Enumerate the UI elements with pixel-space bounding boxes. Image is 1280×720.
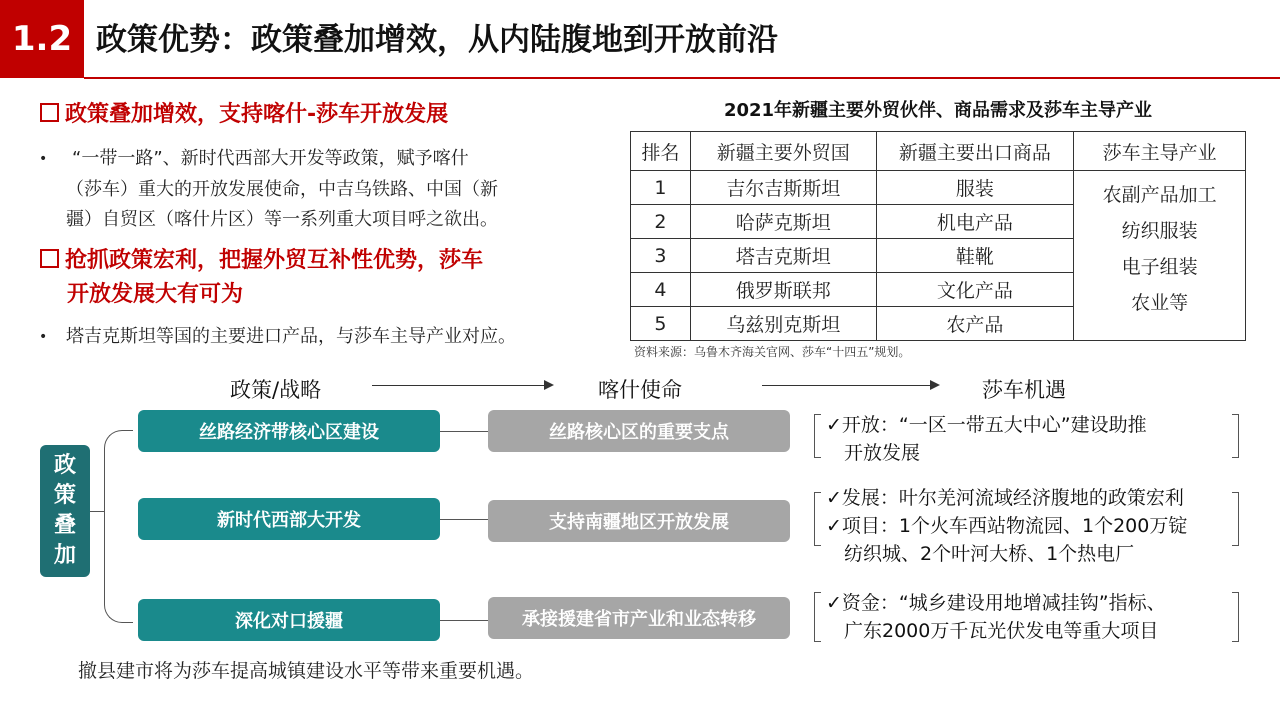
trade-table	[630, 131, 1246, 341]
opportunity-line: ✓资金：“城乡建设用地增减挂钩”指标、	[826, 592, 1166, 614]
industry-item: 农业等	[1131, 292, 1189, 314]
partner-cell: 哈萨克斯坦	[690, 205, 876, 239]
connector-line	[440, 620, 488, 621]
section1-title: 政策叠加增效，支持喀什-莎车开放发展	[65, 102, 449, 127]
brace-connector	[104, 430, 133, 623]
arrow-right-icon	[930, 380, 940, 390]
policy-box-aid-xinjiang: 深化对口援疆	[138, 599, 440, 641]
section2-title-line1: 抢抓政策宏利，把握外贸互补性优势，莎车	[65, 248, 484, 273]
section2-title-line2: 开放发展大有可为	[67, 282, 244, 307]
rank-cell: 5	[631, 307, 691, 341]
opportunity-text	[826, 484, 1187, 568]
bullet-dot-icon: •	[39, 151, 48, 167]
partner-cell: 吉尔吉斯斯坦	[690, 171, 876, 205]
col-header-partner: 新疆主要外贸国	[690, 132, 876, 171]
mission-box-industry-transfer: 承接援建省市产业和业态转移	[488, 597, 790, 639]
partner-cell: 俄罗斯联邦	[690, 273, 876, 307]
bullet-line: “一带一路”、新时代西部大开发等政策，赋予喀什	[72, 148, 469, 169]
flow-arrow-line	[372, 385, 546, 386]
bracket-right	[1232, 592, 1239, 642]
stack-char: 政	[53, 453, 76, 478]
opportunity-text	[826, 589, 1166, 645]
rank-cell: 4	[631, 273, 691, 307]
header-divider	[84, 77, 1280, 79]
section1-heading	[40, 98, 448, 132]
col-header-export: 新疆主要出口商品	[876, 132, 1074, 171]
col-header-rank: 排名	[631, 132, 691, 171]
flow-label-mission: 喀什使命	[598, 378, 682, 402]
bracket-left	[814, 592, 821, 642]
flow-label-policy: 政策/战略	[230, 378, 322, 402]
stack-char: 加	[53, 543, 76, 568]
bullet-line: 塔吉克斯坦等国的主要进口产品，与莎车主导产业对应。	[66, 326, 516, 347]
rank-cell: 2	[631, 205, 691, 239]
opportunity-line: ✓项目：1个火车西站物流园、1个200万锭	[826, 515, 1188, 537]
mission-box-silk-road: 丝路核心区的重要支点	[488, 410, 790, 452]
arrow-right-icon	[544, 380, 554, 390]
industry-cell	[1074, 171, 1246, 341]
mission-box-south-xinjiang: 支持南疆地区开放发展	[488, 500, 790, 542]
bullet-dot-icon: •	[39, 329, 48, 345]
flow-label-opportunity: 莎车机遇	[982, 378, 1066, 402]
bracket-left	[814, 414, 821, 458]
bullet-line: （莎车）重大的开放发展使命，中吉乌铁路、中国（新	[66, 178, 498, 200]
bracket-right	[1232, 492, 1239, 546]
connector-line	[440, 519, 488, 520]
bracket-right	[1232, 414, 1239, 458]
policy-stack-label	[40, 445, 90, 577]
industry-item: 农副产品加工	[1102, 184, 1217, 206]
stack-char: 策	[53, 483, 76, 508]
flow-arrow-line	[762, 385, 932, 386]
export-cell: 文化产品	[876, 273, 1074, 307]
section-number: 1.2	[0, 0, 84, 78]
brace-stem	[90, 511, 104, 512]
table-header-row	[631, 132, 1246, 171]
industry-item: 电子组装	[1121, 256, 1198, 278]
export-cell: 服装	[876, 171, 1074, 205]
table-source-note: 资料来源：乌鲁木齐海关官网、莎车“十四五”规划。	[634, 345, 911, 359]
industry-item: 纺织服装	[1121, 220, 1198, 242]
table-title: 2021年新疆主要外贸伙伴、商品需求及莎车主导产业	[723, 100, 1153, 121]
policy-box-silk-road: 丝路经济带核心区建设	[138, 410, 440, 452]
col-header-industry: 莎车主导产业	[1074, 132, 1246, 171]
checkbox-square-icon	[40, 103, 59, 122]
opportunity-line: 广东2000万千瓦光伏发电等重大项目	[844, 620, 1159, 642]
export-cell: 机电产品	[876, 205, 1074, 239]
rank-cell: 1	[631, 171, 691, 205]
connector-line	[440, 431, 488, 432]
rank-cell: 3	[631, 239, 691, 273]
opportunity-line: ✓开放：“一区一带五大中心”建设助推	[826, 414, 1147, 436]
export-cell: 农产品	[876, 307, 1074, 341]
export-cell: 鞋靴	[876, 239, 1074, 273]
conclusion-text: 撤县建市将为莎车提高城镇建设水平等带来重要机遇。	[78, 660, 535, 682]
partner-cell: 乌兹别克斯坦	[690, 307, 876, 341]
bracket-left	[814, 492, 821, 546]
bullet-line: 疆）自贸区（喀什片区）等一系列重大项目呼之欲出。	[66, 209, 498, 230]
opportunity-text	[826, 411, 1147, 467]
section2-bullet	[39, 322, 626, 353]
opportunity-line: 开放发展	[844, 442, 921, 464]
page-title: 政策优势：政策叠加增效，从内陆腹地到开放前沿	[96, 22, 778, 58]
partner-cell: 塔吉克斯坦	[690, 239, 876, 273]
policy-box-west-development: 新时代西部大开发	[138, 498, 440, 540]
checkbox-square-icon	[40, 249, 59, 268]
stack-char: 叠	[53, 513, 76, 538]
section2-heading	[40, 244, 483, 312]
section1-bullet	[39, 144, 626, 236]
table-row	[631, 171, 1246, 205]
opportunity-line: 纺织城、2个叶河大桥、1个热电厂	[844, 543, 1135, 565]
opportunity-line: ✓发展：叶尔羌河流域经济腹地的政策宏利	[826, 487, 1184, 509]
